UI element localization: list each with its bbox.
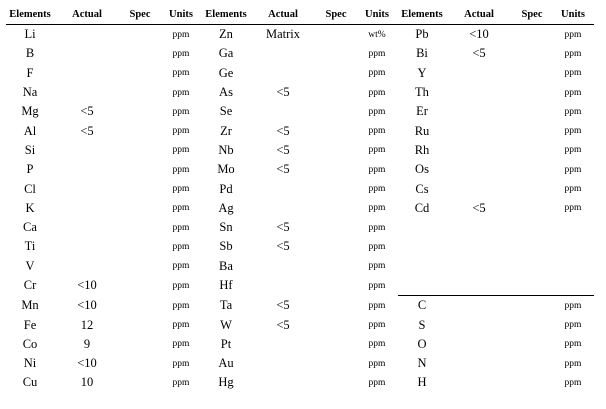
- actual-cell: [54, 44, 120, 63]
- element-cell: B: [25, 46, 35, 61]
- element-cell: Ge: [218, 65, 234, 80]
- element-cell: Os: [415, 162, 429, 177]
- spec-cell: [120, 25, 160, 45]
- units-cell: ppm: [368, 48, 386, 59]
- spec-cell: [120, 102, 160, 121]
- spec-cell: [316, 160, 356, 179]
- element-cell: Th: [415, 85, 429, 100]
- actual-cell: <5: [276, 298, 290, 313]
- spec-cell: [512, 354, 552, 373]
- table-row: [6, 218, 594, 237]
- table-row: [6, 160, 594, 179]
- spec-cell: [120, 121, 160, 140]
- units-cell: ppm: [368, 164, 386, 175]
- actual-cell: Matrix: [265, 27, 301, 42]
- element-cell: [398, 218, 446, 237]
- actual-cell: [54, 237, 120, 256]
- units-cell: ppm: [172, 222, 190, 233]
- table-row: [6, 25, 594, 45]
- units-cell: ppm: [368, 203, 386, 214]
- column-header-actual: Actual: [446, 5, 512, 25]
- table-row: [6, 199, 594, 218]
- units-cell: [552, 276, 594, 296]
- actual-cell: [446, 354, 512, 373]
- actual-cell: [54, 83, 120, 102]
- actual-cell: <5: [80, 104, 94, 119]
- element-cell: Nb: [218, 142, 234, 157]
- element-cell: As: [219, 85, 233, 100]
- actual-cell: [446, 179, 512, 198]
- actual-cell: [446, 160, 512, 179]
- actual-cell: <5: [472, 200, 486, 215]
- units-cell: ppm: [172, 300, 190, 311]
- units-cell: ppm: [368, 184, 386, 195]
- units-cell: ppm: [368, 320, 386, 331]
- column-header-elements: Elements: [202, 5, 250, 25]
- units-cell: ppm: [368, 241, 386, 252]
- element-cell: Rh: [414, 142, 430, 157]
- units-cell: wt%: [368, 29, 386, 40]
- spec-cell: [512, 237, 552, 256]
- table-row: [6, 237, 594, 256]
- units-cell: ppm: [368, 377, 386, 388]
- element-cell: [398, 237, 446, 256]
- element-cell: [398, 257, 446, 276]
- actual-cell: <5: [276, 123, 290, 138]
- element-cell: N: [417, 356, 427, 371]
- units-cell: ppm: [172, 339, 190, 350]
- actual-cell: [250, 335, 316, 354]
- element-cell: Ru: [414, 123, 430, 138]
- spec-cell: [120, 64, 160, 83]
- spec-cell: [512, 64, 552, 83]
- element-cell: Cl: [24, 181, 36, 196]
- units-cell: ppm: [368, 300, 386, 311]
- element-cell: Al: [23, 123, 37, 138]
- units-cell: ppm: [172, 184, 190, 195]
- actual-cell: [446, 257, 512, 276]
- spec-cell: [120, 373, 160, 392]
- spec-cell: [120, 276, 160, 296]
- actual-cell: [250, 102, 316, 121]
- spec-cell: [316, 25, 356, 45]
- units-cell: ppm: [564, 29, 582, 40]
- element-cell: Ti: [24, 239, 36, 254]
- units-cell: ppm: [172, 320, 190, 331]
- spec-cell: [316, 335, 356, 354]
- element-cell: [398, 276, 446, 296]
- actual-cell: <5: [276, 220, 290, 235]
- actual-cell: [54, 218, 120, 237]
- units-cell: ppm: [172, 261, 190, 272]
- units-cell: ppm: [564, 184, 582, 195]
- actual-cell: [250, 179, 316, 198]
- element-cell: Ta: [219, 298, 233, 313]
- element-cell: Cs: [415, 181, 429, 196]
- actual-cell: <5: [472, 46, 486, 61]
- actual-cell: [54, 160, 120, 179]
- element-cell: Ni: [23, 356, 37, 371]
- element-cell: Er: [416, 104, 428, 119]
- element-cell: Na: [22, 85, 38, 100]
- column-header-elements: Elements: [398, 5, 446, 25]
- spec-cell: [120, 257, 160, 276]
- actual-cell: [54, 257, 120, 276]
- spec-cell: [120, 179, 160, 198]
- element-cell: Y: [417, 65, 427, 80]
- spec-cell: [316, 276, 356, 296]
- table-row: [6, 354, 594, 373]
- units-cell: ppm: [552, 296, 594, 316]
- spec-cell: [120, 83, 160, 102]
- spec-cell: [316, 354, 356, 373]
- actual-cell: 10: [80, 375, 94, 390]
- column-header-elements: Elements: [6, 5, 54, 25]
- spec-cell: [316, 218, 356, 237]
- actual-cell: <10: [77, 356, 97, 371]
- units-cell: ppm: [172, 164, 190, 175]
- spec-cell: [316, 121, 356, 140]
- element-cell: Cr: [23, 278, 37, 293]
- element-cell: Au: [218, 356, 234, 371]
- spec-cell: [316, 199, 356, 218]
- element-cell: Co: [22, 336, 38, 351]
- units-cell: ppm: [564, 203, 582, 214]
- units-cell: ppm: [564, 377, 582, 388]
- spec-cell: [120, 296, 160, 316]
- spec-cell: [120, 141, 160, 160]
- actual-cell: <10: [77, 298, 97, 313]
- units-cell: ppm: [564, 87, 582, 98]
- units-cell: ppm: [564, 164, 582, 175]
- actual-cell: [250, 257, 316, 276]
- element-cell: O: [417, 336, 427, 351]
- table-row: [6, 83, 594, 102]
- spec-cell: [316, 64, 356, 83]
- spec-cell: [120, 315, 160, 334]
- element-cell: Hg: [218, 375, 234, 390]
- units-cell: ppm: [172, 203, 190, 214]
- units-cell: ppm: [172, 358, 190, 369]
- spec-cell: [120, 44, 160, 63]
- actual-cell: [446, 335, 512, 354]
- element-cell: V: [25, 258, 35, 273]
- column-header-units: Units: [552, 5, 594, 25]
- spec-cell: [120, 237, 160, 256]
- element-cell: Mn: [21, 298, 39, 313]
- actual-cell: <5: [276, 142, 290, 157]
- actual-cell: [54, 25, 120, 45]
- table-row: [6, 141, 594, 160]
- spec-cell: [512, 257, 552, 276]
- units-cell: ppm: [368, 339, 386, 350]
- units-cell: ppm: [368, 358, 386, 369]
- elements-analysis-table: [6, 5, 594, 393]
- units-cell: ppm: [172, 106, 190, 117]
- units-cell: ppm: [368, 261, 386, 272]
- actual-cell: [250, 199, 316, 218]
- table-row: [6, 335, 594, 354]
- spec-cell: [120, 335, 160, 354]
- spec-cell: [512, 83, 552, 102]
- units-cell: ppm: [172, 126, 190, 137]
- units-cell: [552, 218, 594, 237]
- actual-cell: [250, 276, 316, 296]
- units-cell: ppm: [368, 280, 386, 291]
- table-row: [6, 257, 594, 276]
- units-cell: ppm: [564, 68, 582, 79]
- units-cell: ppm: [368, 68, 386, 79]
- actual-cell: [54, 199, 120, 218]
- units-cell: [552, 257, 594, 276]
- actual-cell: [446, 83, 512, 102]
- element-cell: H: [417, 375, 427, 390]
- spec-cell: [512, 44, 552, 63]
- units-cell: ppm: [172, 48, 190, 59]
- actual-cell: [446, 218, 512, 237]
- table-row: [6, 121, 594, 140]
- actual-cell: [446, 237, 512, 256]
- element-cell: Ca: [23, 220, 37, 235]
- spec-cell: [512, 276, 552, 296]
- units-cell: ppm: [172, 68, 190, 79]
- actual-cell: 9: [83, 336, 91, 351]
- spec-cell: [316, 237, 356, 256]
- spec-cell: [120, 354, 160, 373]
- spec-cell: [316, 179, 356, 198]
- spec-cell: [120, 199, 160, 218]
- actual-cell: [446, 141, 512, 160]
- units-cell: ppm: [564, 48, 582, 59]
- element-cell: S: [418, 317, 426, 332]
- units-cell: ppm: [564, 320, 582, 331]
- actual-cell: 12: [80, 317, 94, 332]
- element-cell: Mo: [217, 162, 235, 177]
- actual-cell: [446, 276, 512, 296]
- units-cell: ppm: [564, 339, 582, 350]
- element-cell: Zr: [220, 123, 232, 138]
- table-row: [6, 276, 594, 296]
- element-cell: Si: [24, 142, 36, 157]
- element-cell: Ga: [218, 46, 234, 61]
- table-row: [6, 179, 594, 198]
- actual-cell: <5: [276, 239, 290, 254]
- actual-cell: <5: [276, 317, 290, 332]
- table-row: [6, 44, 594, 63]
- spec-cell: [512, 199, 552, 218]
- element-cell: Sb: [219, 239, 233, 254]
- units-cell: ppm: [172, 280, 190, 291]
- units-cell: ppm: [368, 106, 386, 117]
- column-header-units: Units: [356, 5, 398, 25]
- actual-cell: [54, 179, 120, 198]
- column-header-actual: Actual: [54, 5, 120, 25]
- table-row: [6, 315, 594, 334]
- element-cell: F: [26, 65, 34, 80]
- actual-cell: [54, 141, 120, 160]
- actual-cell: [446, 121, 512, 140]
- column-header-spec: Spec: [316, 5, 356, 25]
- element-cell: Se: [219, 104, 233, 119]
- units-cell: ppm: [368, 145, 386, 156]
- actual-cell: <10: [469, 27, 489, 42]
- spec-cell: [512, 179, 552, 198]
- actual-cell: <5: [276, 85, 290, 100]
- actual-cell: <5: [276, 162, 290, 177]
- element-cell: P: [26, 162, 34, 177]
- element-cell: Pt: [220, 336, 232, 351]
- element-cell: Zn: [219, 27, 233, 42]
- column-header-spec: Spec: [120, 5, 160, 25]
- spec-cell: [316, 83, 356, 102]
- element-cell: Ba: [219, 258, 233, 273]
- spec-cell: [120, 218, 160, 237]
- actual-cell: [446, 373, 512, 392]
- element-cell: W: [220, 317, 232, 332]
- units-cell: ppm: [564, 106, 582, 117]
- element-cell: Mg: [21, 104, 39, 119]
- units-cell: ppm: [172, 145, 190, 156]
- units-cell: ppm: [172, 29, 190, 40]
- units-cell: ppm: [564, 145, 582, 156]
- spec-cell: [316, 44, 356, 63]
- element-cell: Sn: [219, 220, 233, 235]
- element-cell: Fe: [23, 317, 37, 332]
- element-cell: Pd: [219, 181, 233, 196]
- actual-cell: [446, 102, 512, 121]
- table-row: [6, 102, 594, 121]
- table-row: [6, 64, 594, 83]
- element-cell: C: [398, 296, 446, 316]
- actual-cell: <5: [80, 123, 94, 138]
- actual-cell: [54, 64, 120, 83]
- table-row: [6, 296, 594, 316]
- spec-cell: [512, 373, 552, 392]
- spec-cell: [120, 160, 160, 179]
- units-cell: ppm: [172, 87, 190, 98]
- actual-cell: [250, 373, 316, 392]
- units-cell: ppm: [172, 241, 190, 252]
- actual-cell: <10: [77, 278, 97, 293]
- actual-cell: [446, 64, 512, 83]
- table-header-row: [6, 5, 594, 25]
- actual-cell: [250, 354, 316, 373]
- spec-cell: [512, 160, 552, 179]
- spec-cell: [316, 141, 356, 160]
- element-cell: Ag: [218, 200, 234, 215]
- units-cell: ppm: [368, 222, 386, 233]
- units-cell: ppm: [368, 87, 386, 98]
- actual-cell: [250, 64, 316, 83]
- element-cell: Pb: [415, 27, 429, 42]
- units-cell: [552, 237, 594, 256]
- spec-cell: [316, 296, 356, 316]
- element-cell: Cu: [22, 375, 38, 390]
- spec-cell: [512, 25, 552, 45]
- units-cell: ppm: [172, 377, 190, 388]
- element-cell: Li: [24, 27, 36, 42]
- table-body: [6, 25, 594, 393]
- table-row: [6, 373, 594, 392]
- actual-cell: [446, 315, 512, 334]
- spec-cell: [316, 373, 356, 392]
- units-cell: ppm: [564, 126, 582, 137]
- element-cell: K: [25, 200, 35, 215]
- spec-cell: [512, 141, 552, 160]
- spec-cell: [512, 315, 552, 334]
- spec-cell: [512, 296, 552, 316]
- actual-cell: [250, 44, 316, 63]
- spec-cell: [512, 218, 552, 237]
- element-cell: Cd: [414, 200, 430, 215]
- spec-cell: [316, 257, 356, 276]
- spec-cell: [316, 102, 356, 121]
- column-header-actual: Actual: [250, 5, 316, 25]
- column-header-spec: Spec: [512, 5, 552, 25]
- spec-cell: [512, 335, 552, 354]
- units-cell: ppm: [368, 126, 386, 137]
- spec-cell: [512, 121, 552, 140]
- spec-cell: [512, 102, 552, 121]
- element-cell: Bi: [416, 46, 428, 61]
- column-header-units: Units: [160, 5, 202, 25]
- actual-cell: [446, 296, 512, 316]
- spec-cell: [316, 315, 356, 334]
- units-cell: ppm: [564, 358, 582, 369]
- element-cell: Hf: [219, 278, 233, 293]
